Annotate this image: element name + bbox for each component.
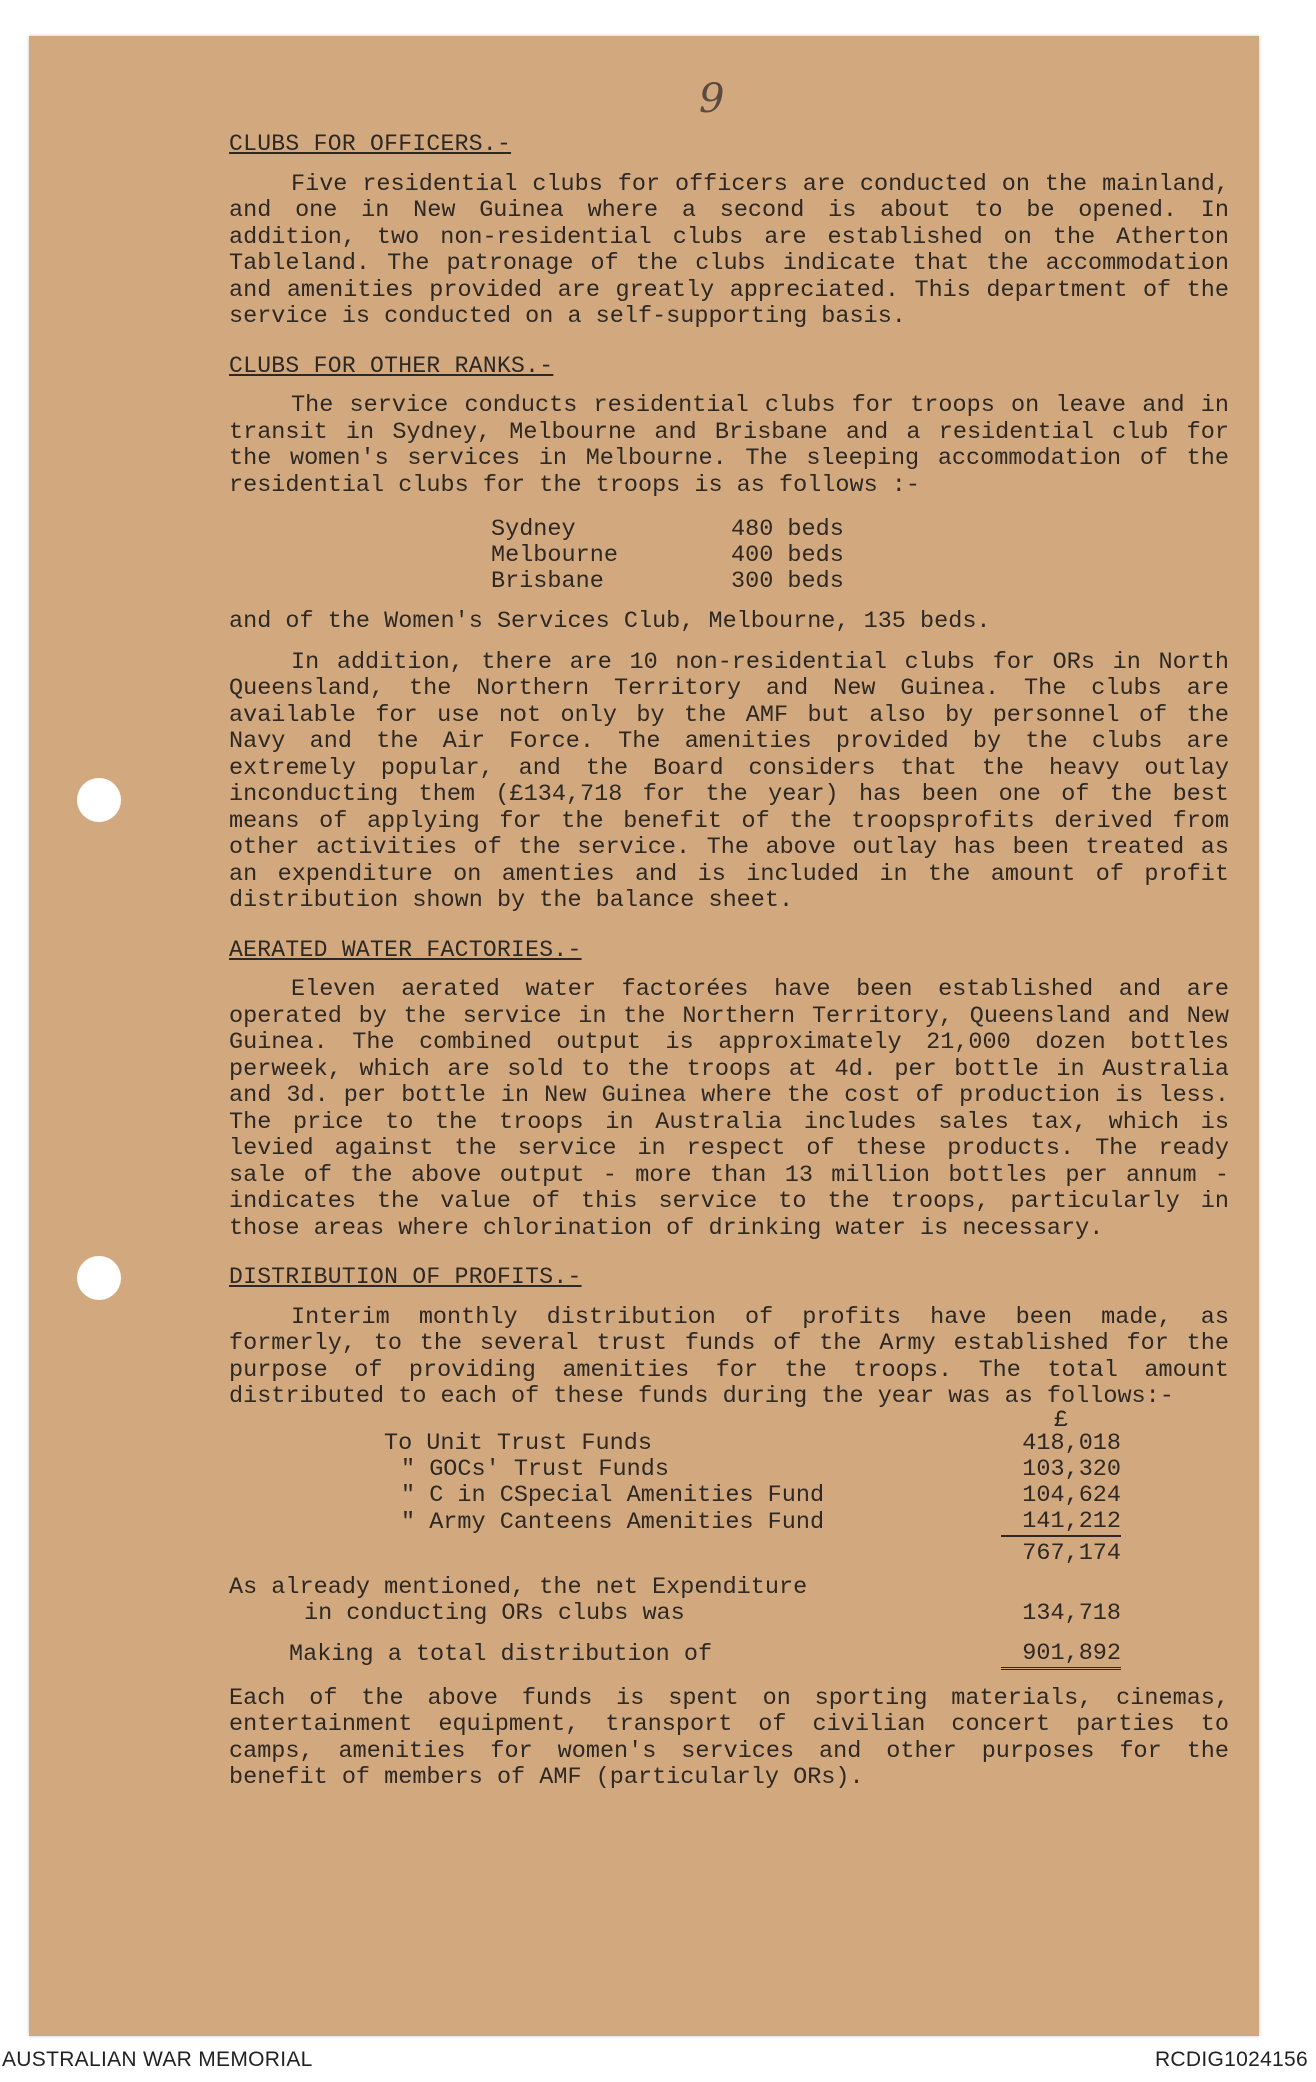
fund-amount: 141,212 — [1001, 1509, 1121, 1536]
fund-row — [229, 1509, 1121, 1536]
beds-city: Melbourne — [491, 542, 618, 569]
footer-record-id: RCDIG1024156 — [1154, 2048, 1308, 2071]
beds-city: Brisbane — [491, 568, 604, 595]
fund-amount: 103,320 — [1022, 1455, 1121, 1483]
beds-city: Sydney — [491, 516, 576, 543]
beds-row — [491, 517, 844, 543]
beds-count: 300 beds — [731, 568, 844, 595]
beds-count: 480 beds — [731, 516, 844, 543]
document-body — [229, 131, 1229, 1814]
fund-row — [229, 1431, 1121, 1457]
other-ranks-intro: The service conducts residential clubs for troops on leave and in transit in Sydney, Melbourne and Brisbane and a residential club for the women's services in Melbourne. The sleeping accommodation of the residential clubs for the troops is as follows :- — [229, 392, 1229, 499]
total-row — [229, 1627, 1121, 1669]
punch-hole-bottom — [77, 1256, 121, 1300]
total-label: Making a total distribution of — [289, 1641, 713, 1668]
fund-name: " GOCs' Trust Funds — [401, 1455, 669, 1483]
distribution-intro: Interim monthly distribution of profits have been made, as formerly, to the several trust funds of the Army established for the purpose of providing amenities for the troops. The total amount distributed to each of these funds during the year was as follows:- — [229, 1303, 1229, 1410]
expenditure-label-line-1: As already mentioned, the net Expenditure — [229, 1573, 808, 1601]
document-page — [29, 36, 1259, 2036]
fund-row — [229, 1457, 1121, 1483]
fund-amount: 104,624 — [1022, 1481, 1121, 1509]
officers-clubs-section — [229, 131, 1229, 331]
expenditure-label-line-2: in conducting ORs clubs was — [304, 1599, 685, 1627]
other-ranks-clubs-heading: CLUBS FOR OTHER RANKS.- — [229, 352, 554, 379]
aerated-water-section — [229, 937, 1229, 1243]
funds-table — [229, 1406, 1121, 1670]
fund-name: To Unit Trust Funds — [384, 1429, 652, 1457]
fund-name: " Army Canteens Amenities Fund — [401, 1508, 825, 1536]
distribution-section — [229, 1264, 1229, 1792]
fund-amount: 418,018 — [1022, 1429, 1121, 1457]
fund-row — [229, 1483, 1121, 1509]
beds-row — [491, 543, 844, 569]
beds-table — [491, 517, 844, 595]
expenditure-row — [229, 1567, 1121, 1627]
expenditure-label — [229, 1567, 1001, 1627]
officers-clubs-paragraph: Five residential clubs for officers are conducted on the mainland, and one in New Guinea where a second is about to be opened. In addition, two non-residential clubs are established on the Atherton Tableland. The patronage of the clubs indicate that the accommodation and amenities provided are greatly appreciated. This department of the service is conducted on a self-supporting basis. — [229, 170, 1229, 330]
punch-hole-top — [77, 778, 121, 822]
non-residential-paragraph: In addition, there are 10 non-residential clubs for ORs in North Queensland, the Northern Territory and New Guinea. The clubs are available for use not only by the AMF but also by personnel of the Navy and the Air Force. The amenities provided by the clubs are extremely popular, and the Board considers that the heavy outlay inconducting them (£134,718 for the year) has been one of the best means of applying for the benefit of the troopsprofits derived from other activities of the service. The above outlay has been treated as an expenditure on amenties and is included in the amount of profit distribution shown by the balance sheet. — [229, 648, 1229, 914]
officers-clubs-heading: CLUBS FOR OFFICERS.- — [229, 131, 512, 157]
subtotal-row — [229, 1536, 1121, 1567]
beds-count: 400 beds — [731, 542, 844, 569]
fund-name: " C in CSpecial Amenities Fund — [401, 1481, 825, 1509]
beds-row — [491, 569, 844, 595]
expenditure-amount: 134,718 — [1022, 1599, 1121, 1627]
page-number: 9 — [699, 76, 725, 122]
womens-club-line: and of the Women's Services Club, Melbourne, 135 beds. — [229, 608, 991, 635]
distribution-closing: Each of the above funds is spent on sporting materials, cinemas, entertainment equipment, transport of civilian concert parties to camps, amenities for women's services and other purposes for the benefit of members of AMF (particularly ORs). — [229, 1684, 1229, 1791]
distribution-heading: DISTRIBUTION OF PROFITS.- — [229, 1264, 582, 1290]
other-ranks-clubs-section — [229, 353, 1229, 915]
subtotal-amount: 767,174 — [1022, 1539, 1121, 1567]
currency-symbol: £ — [1053, 1406, 1069, 1434]
footer-organisation: AUSTRALIAN WAR MEMORIAL — [2, 2048, 313, 2071]
aerated-water-paragraph: Eleven aerated water factorées have been established and are operated by the service in the Northern Territory, Queensland and New Guinea. The combined output is approximately 21,000 dozen bottles perweek, which are sold to the troops at 4d. per bottle in Australia and 3d. per bottle in New Guinea where the cost of production is less. The price to the troops in Australia includes sales tax, which is levied against the service in respect of these products. The ready sale of the above output - more than 13 million bottles per annum - indicates the value of this service to the troops, particularly in those areas where chlorination of drinking water is necessary. — [229, 976, 1229, 1242]
aerated-water-heading: AERATED WATER FACTORIES.- — [229, 936, 582, 963]
total-amount: 901,892 — [1001, 1627, 1121, 1669]
currency-row — [229, 1411, 1121, 1431]
